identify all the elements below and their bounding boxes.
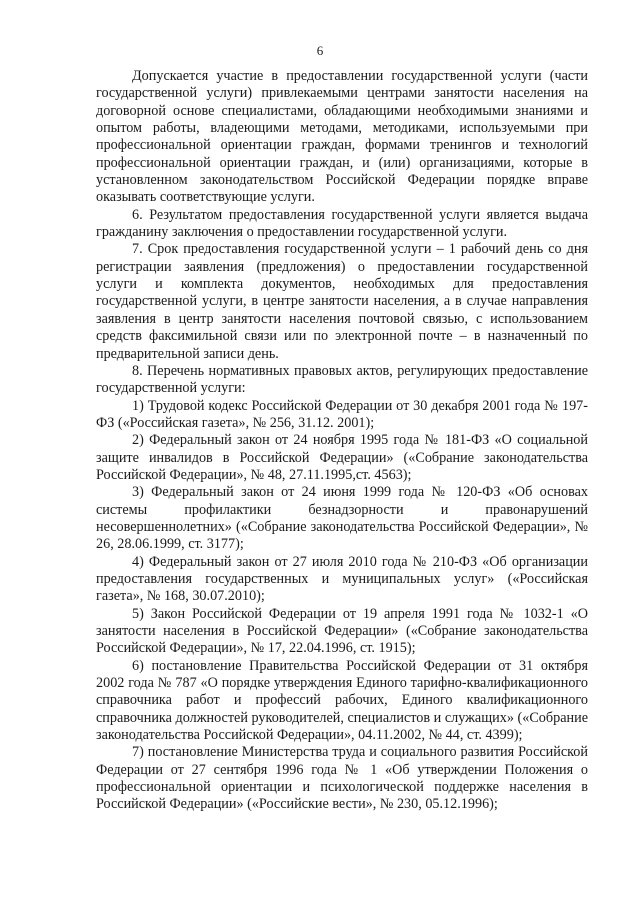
paragraph-item-6-result: 6. Результатом предоставления государственной услуги является выдача гражданину заключения о предоставлении государственной услуги. (96, 206, 588, 241)
paragraph-participation: Допускается участие в предоставлении государственной услуги (части государственной услуги) привлекаемыми центрами занятости населения на договорной основе специалистами, обладающими необходимыми знаниями и опытом работы, владеющими методами, методиками, используемыми при профессиональной ориентации граждан, формами тренингов и технологий профессиональной ориентации граждан, и (или) организациями, которые в установленном законодательством Российской Федерации порядке вправе оказывать соответствующие услуги. (96, 68, 588, 206)
legal-act-item-2: 2) Федеральный закон от 24 ноября 1995 года № 181-ФЗ «О социальной защите инвалидов в Российской Федерации» («Собрание законодательства Российской Федерации», № 48, 27.11.1995,ст. 4563); (96, 432, 588, 483)
page-number: 6 (316, 43, 324, 58)
legal-act-item-1: 1) Трудовой кодекс Российской Федерации от 30 декабря 2001 года № 197-ФЗ («Российская газета», № 256, 31.12. 2001); (96, 397, 588, 431)
paragraph-item-7-term: 7. Срок предоставления государственной услуги – 1 рабочий день со дня регистрации заявления (предложения) о предоставлении государственной услуги и комплекта документов, необходимых для предоставления государственной услуги, в центре занятости населения, а в случае направления заявления в центр занятости населения почтовой связью, с использованием средств факсимильной связи или по электронной почте – в назначенный по предварительной записи день. (96, 241, 588, 362)
document-body (96, 68, 588, 814)
legal-act-item-7: 7) постановление Министерства труда и социального развития Российской Федерации от 27 сентября 1996 года № 1 «Об утверждении Положения о профессиональной ориентации и психологической поддержке населения в Российской Федерации» («Российские вести», № 230, 05.12.1996); (96, 744, 588, 813)
paragraph-item-8-legal-acts: 8. Перечень нормативных правовых актов, регулирующих предоставление государственной услуги: (96, 362, 588, 397)
legal-act-item-4: 4) Федеральный закон от 27 июля 2010 года № 210-ФЗ «Об организации предоставления государственных и муниципальных услуг» («Российская газета», № 168, 30.07.2010); (96, 553, 588, 605)
legal-act-item-3: 3) Федеральный закон от 24 июня 1999 года № 120-ФЗ «Об основах системы профилактики безнадзорности и правонарушений несовершеннолетних» («Собрание законодательства Российской Федерации», № 26, 28.06.1999, ст. 3177); (96, 484, 588, 553)
legal-act-item-5: 5) Закон Российской Федерации от 19 апреля 1991 года № 1032-1 «О занятости населения в Российской Федерации» («Собрание законодательства Российской Федерации», № 17, 22.04.1996, ст. 1915); (96, 605, 588, 657)
legal-act-item-6: 6) постановление Правительства Российской Федерации от 31 октября 2002 года № 787 «О порядке утверждения Единого тарифно-квалификационного справочника работ и профессий рабочих, Единого квалификационного справочника должностей руководителей, специалистов и служащих» («Собрание законодательства Российской Федерации», 04.11.2002, № 44, ст. 4399); (96, 657, 588, 744)
